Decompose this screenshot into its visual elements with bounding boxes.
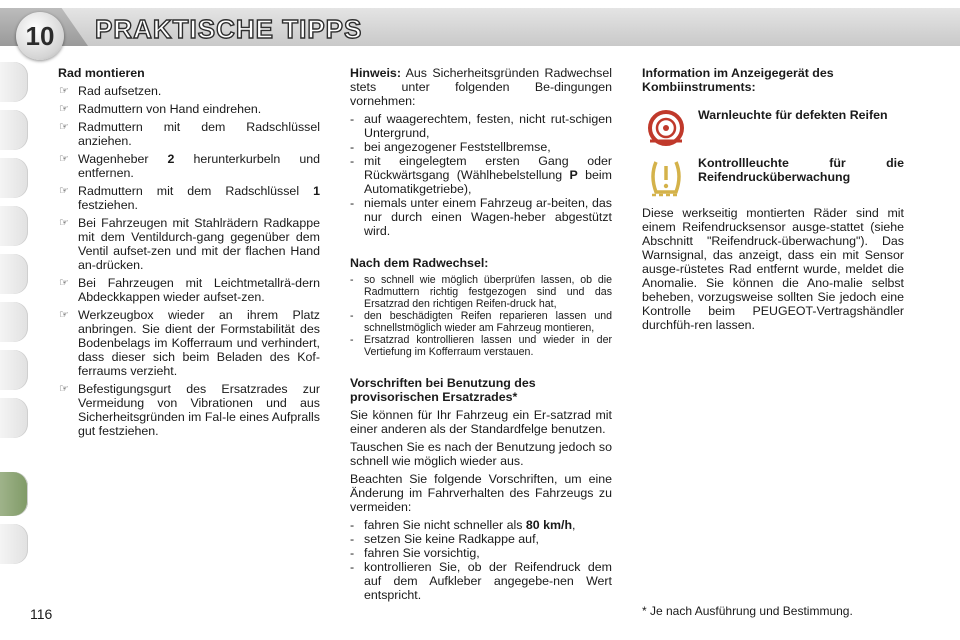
list-item: ☞ Rad aufsetzen.	[59, 84, 162, 98]
steps-list	[58, 84, 320, 438]
paragraph: Diese werkseitig montierten Räder sind mit einem Reifendrucksensor ausge-stattet (siehe Abschnitt "Reifendruck-überwachung"). Das Warnsignal, das anzeigt, dass ein mit Sensor ausge-rüstetes Rad entfernt wurde, meldet die Anomalie. Sie können die Ano-malie selbst beheben, vorzugsweise sollten Sie jedoch eine Kontrolle beim PEUGEOT-Vertragshändler durchfüh-ren lassen.	[642, 206, 904, 332]
chapter-tab-1[interactable]	[0, 62, 28, 102]
chapter-number: 10	[16, 12, 64, 60]
warning-label: Warnleuchte für defekten Reifen	[698, 108, 888, 122]
chapter-tabs	[0, 62, 30, 582]
hand-pointing-icon: ☞	[59, 153, 69, 165]
section-heading: Information im Anzeigegerät des Kombiinstruments:	[642, 66, 834, 94]
after-list	[350, 274, 612, 358]
page-number: 116	[30, 606, 53, 622]
rules-list	[350, 518, 612, 602]
hand-pointing-icon: ☞	[59, 103, 69, 115]
chapter-tab-active[interactable]	[0, 472, 28, 516]
list-item: ☞ Bei Fahrzeugen mit Leichtmetallrä-dern Abdeckkappen wieder aufset-zen.	[59, 276, 320, 304]
column-information	[642, 66, 904, 336]
hand-pointing-icon: ☞	[59, 121, 69, 133]
list-item: - bei angezogener Feststellbremse,	[350, 140, 551, 154]
chapter-tab-6[interactable]	[0, 302, 28, 342]
column-hinweis	[350, 66, 612, 602]
list-item: - fahren Sie nicht schneller als 80 km/h,	[350, 518, 576, 532]
paragraph: Beachten Sie folgende Vorschriften, um eine Änderung im Fahrverhalten des Fahrzeugs zu vermeiden:	[350, 472, 612, 514]
hint-paragraph: Hinweis: Aus Sicherheitsgründen Radwechsel stets unter folgenden Be-dingungen vornehmen:	[350, 66, 612, 108]
tyre-pressure-icon	[646, 156, 686, 198]
list-item: - auf waagerechtem, festen, nicht rut-schigen Untergrund,	[350, 112, 612, 140]
list-item: - den beschädigten Reifen reparieren lassen und schnellstmöglich wieder am Fahrzeug montieren,	[350, 310, 612, 334]
page-title: PRAKTISCHE TIPPS	[95, 14, 363, 44]
list-item: - mit eingelegtem ersten Gang oder Rückwärtsgang (Wählhebelstellung P beim Automatikgetriebe),	[350, 154, 612, 196]
hand-pointing-icon: ☞	[59, 383, 69, 395]
list-item: - so schnell wie möglich überprüfen lassen, ob die Radmuttern richtig festgezogen sind und das Ersatzrad den richtigen Reifen-druck hat,	[350, 274, 612, 310]
section-heading: Rad montieren	[58, 66, 145, 80]
list-item: ☞ Bei Fahrzeugen mit Stahlrädern Radkappe mit dem Ventildurch-gang gegenüber dem Ventil aufset-zen und mit der flachen Hand an-drücken.	[59, 216, 320, 272]
column-rad-montieren	[58, 66, 320, 442]
paragraph: Tauschen Sie es nach der Benutzung jedoch so schnell wie möglich wieder aus.	[350, 440, 612, 468]
section-heading: Nach dem Radwechsel:	[350, 256, 489, 270]
hand-pointing-icon: ☞	[59, 309, 69, 321]
hand-pointing-icon: ☞	[59, 277, 69, 289]
hand-pointing-icon: ☞	[59, 85, 69, 97]
tyre-warning-icon	[646, 108, 686, 148]
list-item: ☞ Radmuttern mit dem Radschlüssel 1 festziehen.	[59, 184, 320, 212]
warning-row-defective-tyre	[642, 108, 904, 152]
list-item: ☞ Werkzeugbox wieder an ihrem Platz anbringen. Sie dient der Formstabilität des Bodenbelags im Kofferraum und verhindert, dass dieser sich beim Beladen des Kof-ferraums verzieht.	[59, 308, 320, 378]
footnote: * Je nach Ausführung und Bestimmung.	[642, 604, 853, 618]
list-item: - setzen Sie keine Radkappe auf,	[350, 532, 539, 546]
list-item: ☞ Befestigungsgurt des Ersatzrades zur Vermeidung von Vibrationen und aus Sicherheitsgründen im Fal-le eines Aufpralls gut festziehen.	[59, 382, 320, 438]
chapter-tab-2[interactable]	[0, 110, 28, 150]
chapter-tab-5[interactable]	[0, 254, 28, 294]
hand-pointing-icon: ☞	[59, 185, 69, 197]
list-item: - niemals unter einem Fahrzeug ar-beiten, das nur durch einen Wagen-heber abgestützt wird.	[350, 196, 612, 238]
hint-list	[350, 112, 612, 238]
list-item: - kontrollieren Sie, ob der Reifendruck dem auf dem Aufkleber angegebe-nen Wert entspricht.	[350, 560, 612, 602]
chapter-tab-8[interactable]	[0, 398, 28, 438]
list-item: ☞ Radmuttern mit dem Radschlüssel anziehen.	[59, 120, 320, 148]
chapter-tab-11[interactable]	[0, 524, 28, 564]
paragraph: Sie können für Ihr Fahrzeug ein Er-satzrad mit einer anderen als der Standardfelge benutzen.	[350, 408, 612, 436]
list-item: ☞ Radmuttern von Hand eindrehen.	[59, 102, 262, 116]
section-heading: Vorschriften bei Benutzung des provisorischen Ersatzrades*	[350, 376, 536, 404]
list-item: - Ersatzrad kontrollieren lassen und wieder in der Vertiefung im Kofferraum verstauen.	[350, 334, 612, 358]
warning-label: Kontrollleuchte für die Reifendrucküberwachung	[698, 156, 904, 184]
list-item: ☞ Wagenheber 2 herunterkurbeln und entfernen.	[59, 152, 320, 180]
list-item: - fahren Sie vorsichtig,	[350, 546, 480, 560]
chapter-tab-7[interactable]	[0, 350, 28, 390]
hand-pointing-icon: ☞	[59, 217, 69, 229]
chapter-tab-4[interactable]	[0, 206, 28, 246]
warning-row-tpms	[642, 156, 904, 200]
chapter-tab-3[interactable]	[0, 158, 28, 198]
